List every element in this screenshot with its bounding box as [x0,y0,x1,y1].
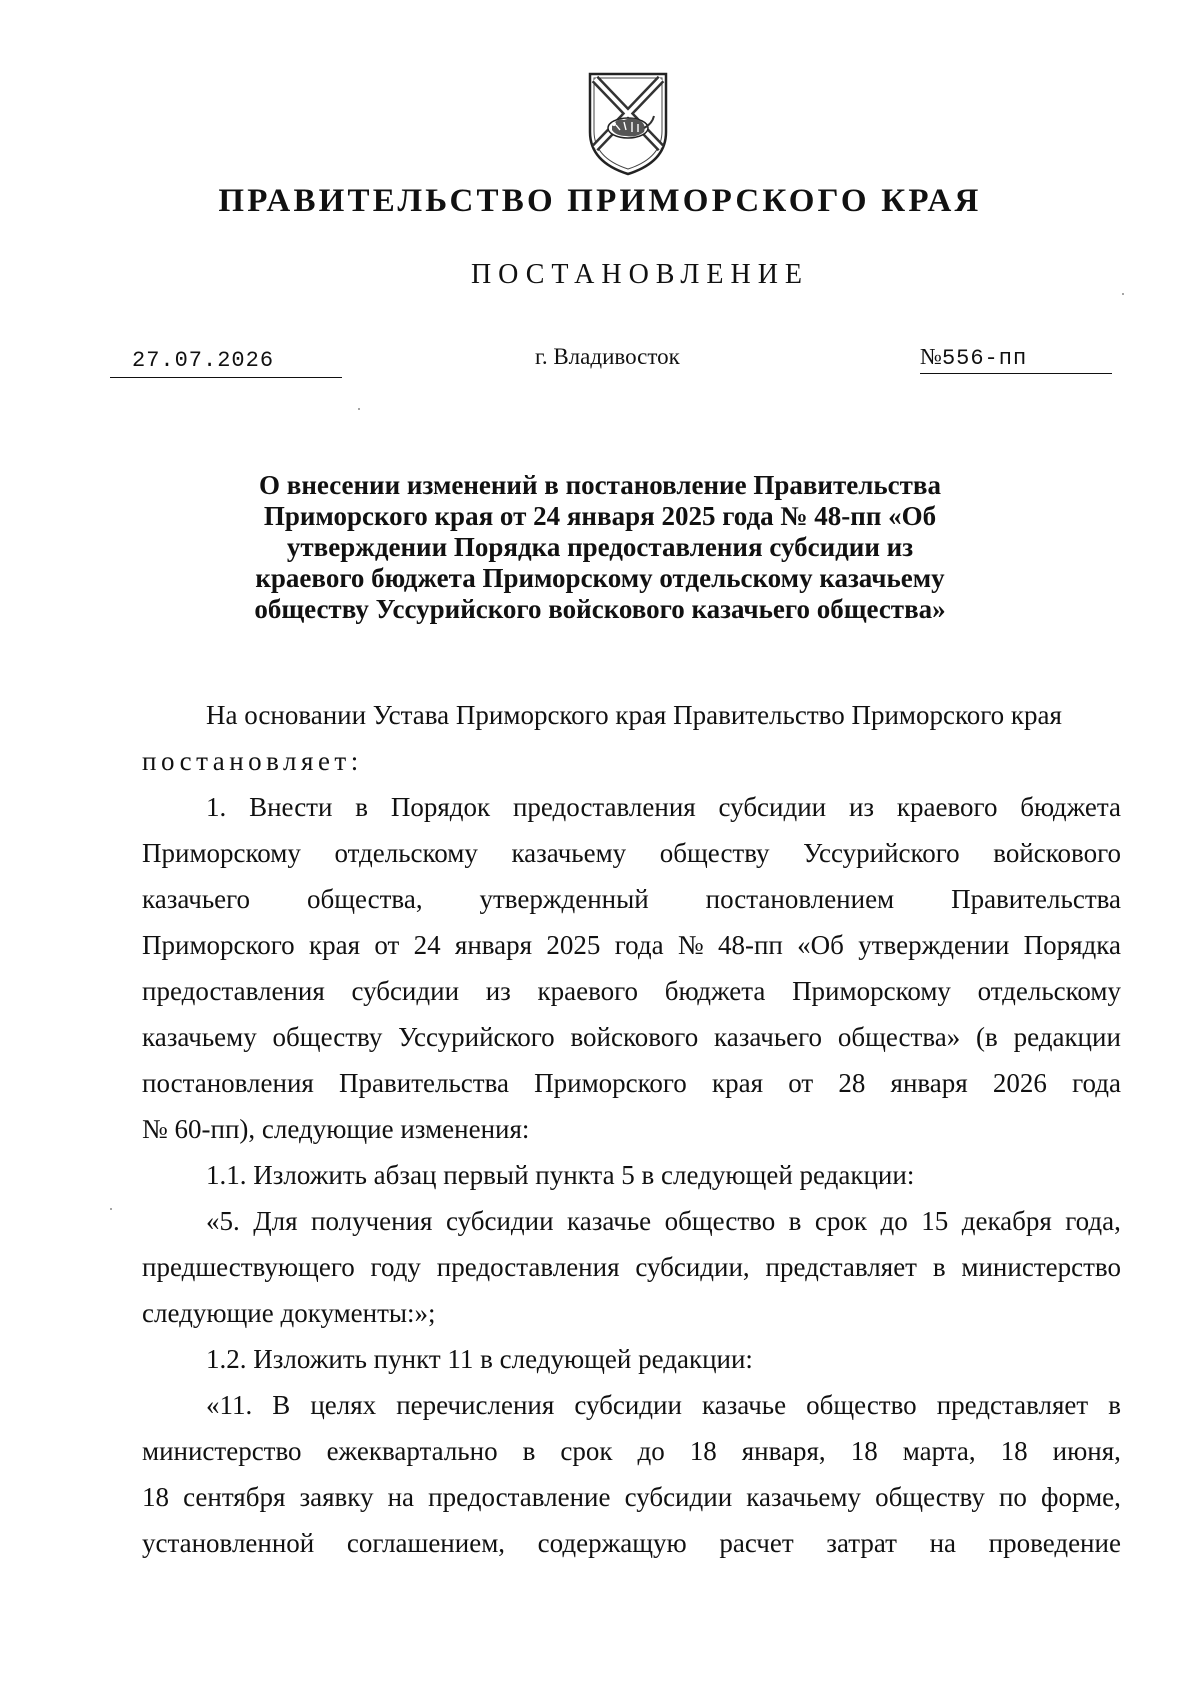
word: (в [976,1022,998,1052]
word: 18 [142,1482,169,1512]
word: Порядка [1023,930,1121,960]
word: в [522,1436,536,1466]
word: 28 [838,1068,866,1098]
document-city: г. Владивосток [535,344,680,369]
word: 15 [921,1206,949,1236]
word: субсидии [351,976,460,1006]
word: казачье [701,1390,787,1420]
word: из [485,976,511,1006]
quote-11-line [142,1528,1121,1559]
word: предоставления [436,1252,620,1282]
paragraph-1-line [142,884,1121,915]
word: войскового [993,838,1121,868]
paragraph-1-line [142,838,1121,869]
word: субсидии, [635,1252,750,1282]
word: предоставления [512,792,696,822]
paragraph-1-line [142,1022,1121,1053]
word: обществу [272,1022,383,1052]
word: Порядок [390,792,491,822]
word: Для [253,1206,298,1236]
word: краевого [896,792,998,822]
scan-speck [110,1208,112,1210]
word: января, [741,1436,826,1466]
word: представляет [936,1390,1089,1420]
word: в [932,1252,946,1282]
word: казачьему [142,1022,257,1052]
document-number [920,344,1112,374]
word: установленной [142,1528,315,1558]
word: обществу [659,838,770,868]
paragraph-1-line [142,1068,1121,1099]
word: перечисления [396,1390,555,1420]
word: января [454,930,533,960]
word: января [890,1068,968,1098]
word: Уссурийского [398,1022,555,1052]
word: 2026 [992,1068,1047,1098]
word: до [637,1436,665,1466]
quote-5-line [142,1252,1121,1283]
word: Приморского [142,930,295,960]
word: затрат [826,1528,897,1558]
coat-of-arms-emblem [586,70,670,178]
paragraph-1-line [142,976,1121,1007]
document-type-title: ПОСТАНОВЛЕНИЕ [470,259,810,290]
word: в [1108,1390,1121,1420]
word: казачье [567,1206,652,1236]
word: от [788,1068,814,1098]
word: № [677,930,704,960]
word: представляет [765,1252,917,1282]
word: «11. [206,1390,253,1420]
word: предоставления [142,976,325,1006]
word: в [355,792,369,822]
word: по [998,1482,1027,1512]
word: общество [806,1390,917,1420]
word: общество [664,1206,776,1236]
paragraph-1-1-intro: 1.1. Изложить абзац первый пункта 5 в следующей редакции: [206,1160,915,1190]
word: Внести [249,792,333,822]
word: ежеквартально [326,1436,498,1466]
word: постановления [142,1068,314,1098]
word: субсидии [718,792,827,822]
preamble-resolves: постановляет: [142,746,363,776]
word: 18 [1000,1436,1028,1466]
word: 48-пп [717,930,783,960]
word: года [1072,1068,1121,1098]
paragraph-1-line [206,792,1121,823]
subject-line: О внесении изменений в постановление Правительства [259,470,941,500]
word: министерство [961,1252,1121,1282]
word: редакции [1013,1022,1121,1052]
word: проведение [988,1528,1121,1558]
word: от [374,930,400,960]
word: утверждении [858,930,1010,960]
word: содержащую [537,1528,687,1558]
subject-line: краевого бюджета Приморскому отдельскому казачьему [255,563,945,593]
number-value: 556-пп [941,346,1028,371]
word: Уссурийского [803,838,960,868]
word: июня, [1052,1436,1121,1466]
word: года [614,930,664,960]
document-date: 27.07.2026 [110,348,342,378]
subject-line: утверждении Порядка предоставления субсидии из [286,532,914,562]
word: обществу [875,1482,985,1512]
word: отдельскому [977,976,1121,1006]
word: 24 [413,930,441,960]
word: до [880,1206,908,1236]
word: бюджета [1020,792,1121,822]
word: из [848,792,875,822]
word: бюджета [664,976,766,1006]
paragraph-1-line [142,930,1121,961]
word: Приморского [534,1068,687,1098]
paragraph-1-2-intro: 1.2. Изложить пункт 11 в следующей редакции: [206,1344,753,1374]
word: краевого [537,976,639,1006]
word: утвержденный [479,884,649,914]
word: Правительства [339,1068,509,1098]
word: декабря [961,1206,1052,1236]
word: года, [1065,1206,1121,1236]
paragraph-1-line: № 60-пп), следующие изменения: [142,1114,530,1144]
word: в [788,1206,802,1236]
word: общества, [306,884,423,914]
word: Приморскому [792,976,951,1006]
government-title: ПРАВИТЕЛЬСТВО ПРИМОРСКОГО КРАЯ [218,183,982,219]
word: срок [814,1206,868,1236]
word: министерство [142,1436,302,1466]
word: заявку [299,1482,374,1512]
quote-5-line [206,1206,1121,1237]
quote-11-line [142,1436,1121,1467]
word: субсидии [445,1206,554,1236]
word: расчет [719,1528,794,1558]
scan-speck [1122,293,1124,295]
word: на [387,1482,415,1512]
word: В [272,1390,291,1420]
word: субсидии [624,1482,733,1512]
number-sign: № [920,344,942,369]
word: году [370,1252,421,1282]
word: на [929,1528,957,1558]
word: срок [560,1436,613,1466]
word: края [712,1068,764,1098]
word: целях [310,1390,377,1420]
word: края [308,930,361,960]
subject-line: обществу Уссурийского войскового казачьего общества» [254,594,946,624]
preamble-line: На основании Устава Приморского края Правительство Приморского края [206,700,1062,730]
word: казачьему [746,1482,861,1512]
quote-11-line [142,1482,1121,1513]
quote-5-line: следующие документы:»; [142,1298,436,1328]
word: 1. [206,792,227,822]
word: «5. [206,1206,240,1236]
word: войскового [570,1022,699,1052]
word: 18 [689,1436,717,1466]
word: субсидии [574,1390,682,1420]
word: Правительства [951,884,1121,914]
document-subject [180,470,1020,625]
scan-speck [358,408,360,410]
word: 2025 [546,930,601,960]
word: Приморскому [142,838,301,868]
word: казачьему [511,838,627,868]
word: «Об [797,930,844,960]
word: общества» [837,1022,961,1052]
word: получения [311,1206,433,1236]
word: 18 [850,1436,878,1466]
word: предоставление [428,1482,611,1512]
word: предшествующего [142,1252,355,1282]
subject-line: Приморского края от 24 января 2025 года № 48-пп «Об [263,501,937,531]
word: сентября [183,1482,286,1512]
word: соглашением, [346,1528,506,1558]
word: казачьего [142,884,251,914]
word: постановлением [705,884,895,914]
word: марта, [902,1436,976,1466]
word: казачьего [714,1022,823,1052]
word: форме, [1041,1482,1121,1512]
word: отдельскому [334,838,478,868]
quote-11-line [206,1390,1121,1421]
